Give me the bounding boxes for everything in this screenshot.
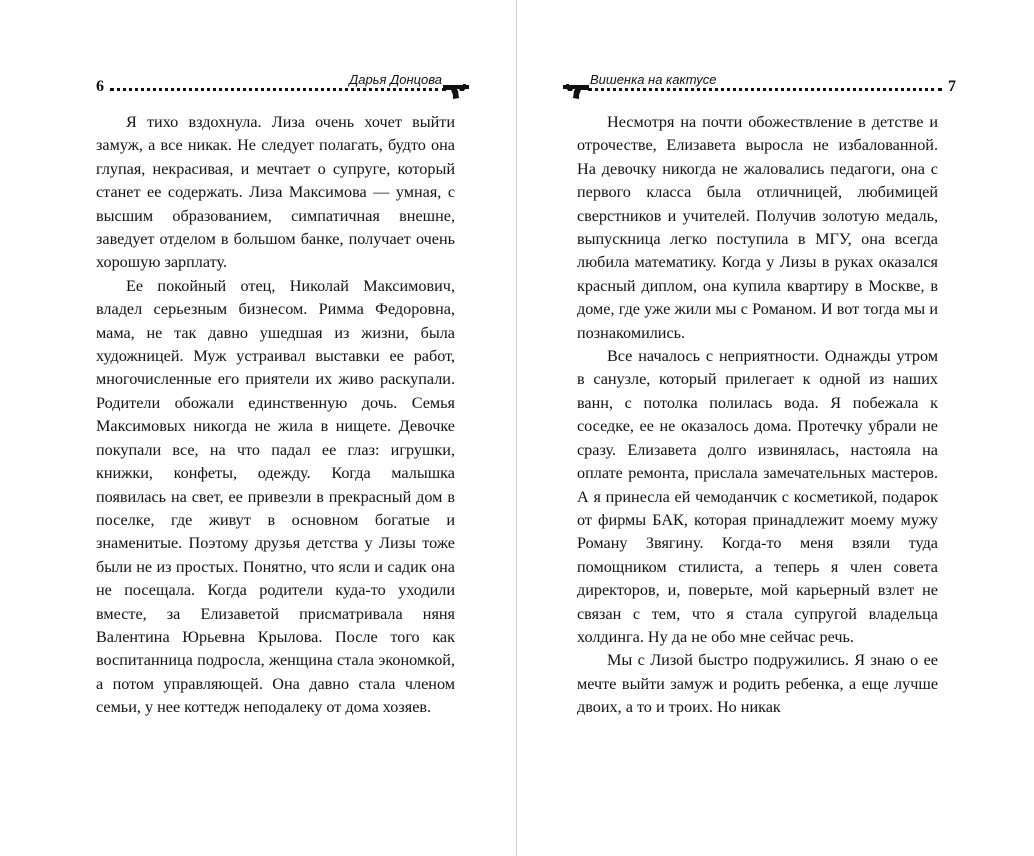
header-dotted-leader bbox=[110, 88, 446, 91]
right-page-header bbox=[560, 70, 956, 100]
left-page-number: 6 bbox=[96, 78, 104, 95]
right-page-number: 7 bbox=[948, 78, 956, 95]
left-running-head: Дарья Донцова bbox=[349, 72, 442, 87]
revolver-icon bbox=[560, 82, 590, 100]
paragraph: Ее покойный отец, Николай Максимович, владел серьезным бизнесом. Римма Федоровна, мама, не так давно ушедшая из жизни, была художницей. Муж устраивал выставки ее работ, многочисленные его приятели их живо раскупали. Родители обожали единственную дочь. Семья Максимовых никогда не жила в нищете. Девочке покупали все, на что падал ее глаз: игрушки, книжки, конфеты, одежду. Когда малышка появилась на свет, ее привезли в прекрасный дом в поселке, где живут в основном богатые и знаменитые. Поэтому друзья детства у Лизы тоже были не из простых. Понятно, что ясли и садик она не посещала. Когда родители куда-то уходили вместе, за Елизаветой присматривала няня Валентина Юрьевна Крылова. После того как воспитанница подросла, женщина стала экономкой, а потом управляющей. Она давно стала членом семьи, у нее коттедж неподалеку от дома хозяев. bbox=[96, 276, 455, 717]
paragraph: Все началось с неприятности. Однажды утром в санузле, который прилегает к одной из наших ванн, с потолка полилась вода. Я побежала к соседке, ее не оказалось дома. Протечку убрали не сразу. Елизавета долго извинялась, настояла на оплате ремонта, прислала замечательных мастеров. А я принесла ей чемоданчик с косметикой, подарок от фирмы БАК, которая принадлежит моему мужу Роману Звягину. Когда-то меня взяли туда помощником стилиста, а теперь я член совета директоров, и, поверьте, мой карьерный взлет не связан с тем, что я стала супругой владельца холдинга. Ну да не обо мне сейчас речь. bbox=[577, 347, 938, 646]
right-page bbox=[517, 0, 1034, 856]
left-page-header bbox=[96, 70, 472, 100]
paragraph: Несмотря на почти обожествление в детстве и отрочестве, Елизавета выросла не избалованной. На девочку никогда не жаловались педагоги, она с первого класса была отличницей, любимицей сверстников и учителей. Получив золотую медаль, выпускница легко поступила в МГУ, она всегда любила математику. Когда у Лизы в руках оказался красный диплом, она купила квартиру в Москве, в доме, где уже жили мы с Романом. И вот тогда мы и познакомились. bbox=[577, 113, 938, 342]
revolver-icon bbox=[442, 82, 472, 100]
right-running-head: Вишенка на кактусе bbox=[590, 72, 717, 87]
left-page-text bbox=[96, 111, 455, 720]
paragraph: Мы с Лизой быстро подружились. Я знаю о ее мечте выйти замуж и родить ребенка, а еще лучше двоих, а то и троих. Но никак bbox=[577, 651, 938, 717]
right-page-text bbox=[577, 111, 938, 720]
header-dotted-leader bbox=[588, 88, 942, 91]
paragraph: Я тихо вздохнула. Лиза очень хочет выйти замуж, а все никак. Не следует полагать, будто она глупая, некрасивая, и мечтает о супруге, который станет ее содержать. Лиза Максимова — умная, с высшим образованием, симпатичная внешне, заведует отделом в большом банке, получает очень хорошую зарплату. bbox=[96, 113, 455, 272]
